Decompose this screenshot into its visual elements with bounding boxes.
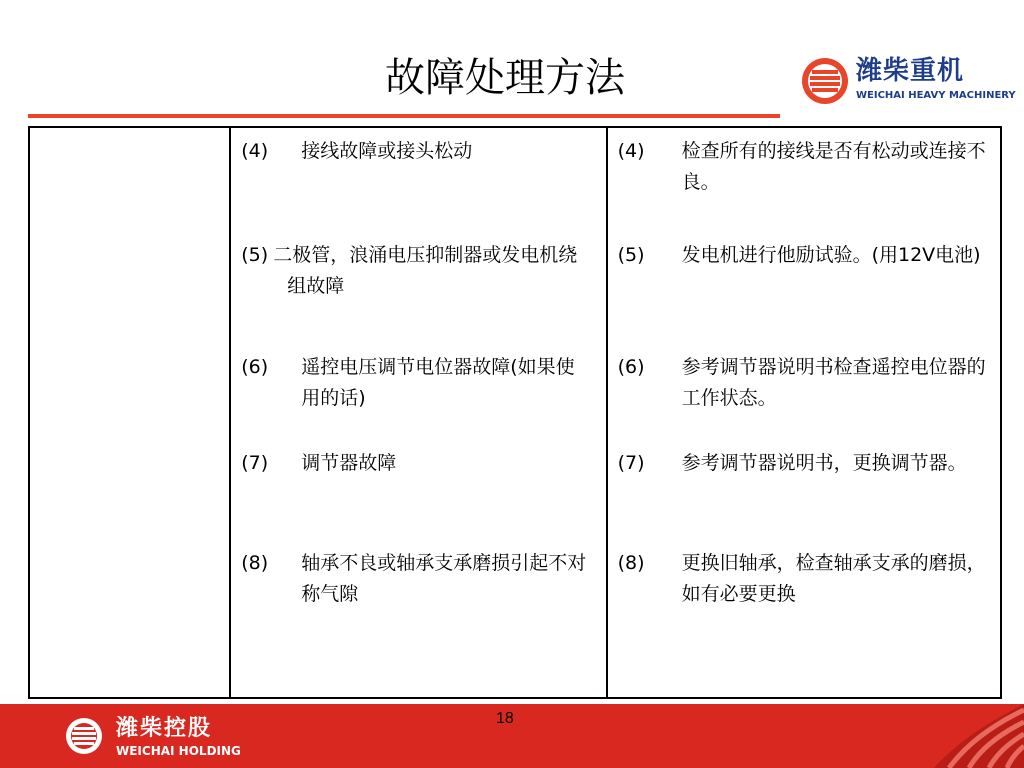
brand-name-cn: 潍柴重机 xyxy=(856,56,965,86)
weichai-holding-logo xyxy=(64,716,264,760)
decorative-stripes-icon xyxy=(874,704,1024,768)
remedy-item xyxy=(618,136,988,198)
cause-item xyxy=(241,448,593,479)
remedy-text: 检查所有的接线是否有松动或连接不良。 xyxy=(681,140,986,193)
causes-column xyxy=(230,127,606,698)
troubleshooting-table xyxy=(28,126,1002,699)
holding-name-en: WEICHAI HOLDING xyxy=(116,744,241,758)
cause-text: 调节器故障 xyxy=(301,452,397,474)
remedy-item xyxy=(618,448,988,479)
cause-text: 轴承不良或轴承支承磨损引起不对称气隙 xyxy=(301,552,587,605)
remedy-text: 发电机进行他励试验。(用12V电池) xyxy=(681,244,981,266)
weichai-heavy-machinery-logo xyxy=(796,50,1016,114)
remedy-text: 参考调节器说明书检查遥控电位器的工作状态。 xyxy=(681,356,986,409)
weichai-holding-logo-icon xyxy=(64,716,104,756)
weichai-logo-icon xyxy=(800,56,850,106)
cause-number: (8) xyxy=(241,552,269,574)
cause-item xyxy=(241,548,593,610)
cause-text: 接线故障或接头松动 xyxy=(301,140,473,162)
cause-number: (7) xyxy=(241,452,269,474)
remedy-number: (5) xyxy=(617,244,645,266)
remedy-item xyxy=(618,240,988,271)
footer-bar xyxy=(0,704,1024,768)
brand-name-en: WEICHAI HEAVY MACHINERY xyxy=(856,90,1016,101)
remedy-number: (6) xyxy=(617,356,645,378)
remedy-item xyxy=(618,548,988,610)
title-underline xyxy=(28,114,780,118)
remedies-column xyxy=(607,127,1001,698)
cause-item xyxy=(241,240,593,302)
remedy-number: (7) xyxy=(617,452,645,474)
cause-item xyxy=(241,352,593,414)
remedy-item xyxy=(618,352,988,414)
remedy-text: 参考调节器说明书，更换调节器。 xyxy=(681,452,967,474)
page-title: 故障处理方法 xyxy=(385,55,625,101)
cause-text: 遥控电压调节电位器故障(如果使用的话) xyxy=(301,356,575,409)
cause-number: (6) xyxy=(241,356,269,378)
page-number: 18 xyxy=(496,710,514,727)
holding-name-cn: 潍柴控股 xyxy=(116,716,213,741)
cause-number: (5) xyxy=(241,244,269,266)
empty-column xyxy=(29,127,230,698)
remedy-text: 更换旧轴承，检查轴承支承的磨损，如有必要更换 xyxy=(681,552,986,605)
remedy-number: (4) xyxy=(617,140,645,162)
remedy-number: (8) xyxy=(617,552,645,574)
cause-text: 二极管，浪涌电压抑制器或发电机绕组故障 xyxy=(273,244,578,297)
cause-item xyxy=(241,136,593,167)
cause-number: (4) xyxy=(241,140,269,162)
